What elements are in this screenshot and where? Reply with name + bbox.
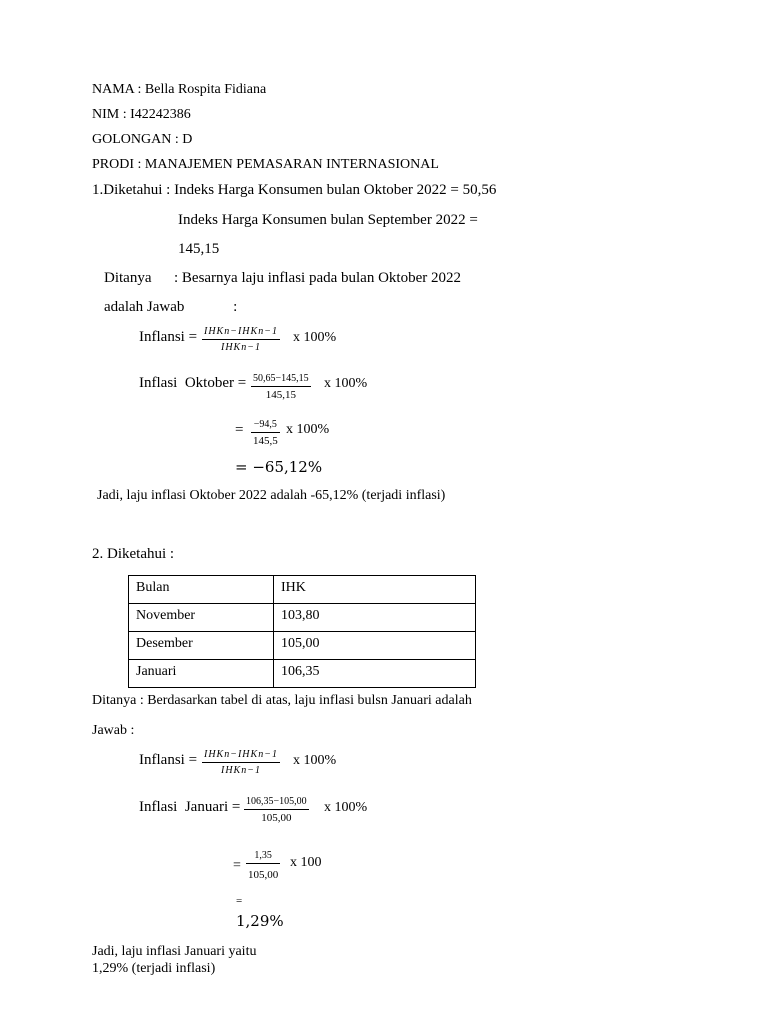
q2-result: 1,29%: [236, 912, 284, 930]
table-cell: 103,80: [274, 604, 476, 632]
q1-step2-fraction: [251, 420, 280, 447]
q1-question: Ditanya : Besarnya laju inflasi pada bulan Oktober 2022: [104, 270, 461, 286]
q2-question: Ditanya : Berdasarkan tabel di atas, laju inflasi bulsn Januari adalah: [92, 693, 472, 708]
q2-step1-label: Inflasi Januari =: [139, 799, 241, 815]
q2-step2-numerator: 1,35: [254, 850, 272, 861]
q1-step1-label: Inflasi Oktober =: [139, 375, 247, 391]
q1-step1-denominator: 145,15: [265, 389, 296, 401]
student-nim: NIM : I42242386: [92, 107, 191, 122]
q2-conclusion-line2: 1,29% (terjadi inflasi): [92, 961, 216, 976]
q1-step2-denominator: 145,5: [253, 435, 278, 447]
q2-step1-fraction: [244, 797, 309, 824]
q1-step2-multiplier: x 100%: [286, 422, 330, 437]
table-row: [129, 660, 476, 688]
q1-formula-denominator: IHKn−1: [220, 342, 261, 353]
q1-formula-numerator: IHKn−IHKn−1: [204, 326, 278, 337]
q1-step2-numerator: −94,5: [253, 419, 277, 430]
student-name: NAMA : Bella Rospita Fidiana: [92, 82, 267, 97]
table-row: [129, 632, 476, 660]
q2-step2-fraction: [246, 851, 280, 881]
q1-step2-equals: =: [235, 422, 244, 438]
q2-formula-denominator: IHKn−1: [220, 765, 261, 776]
q2-step2-multiplier: x 100: [290, 855, 322, 870]
q2-formula-numerator: IHKn−IHKn−1: [204, 749, 278, 760]
q2-formula-multiplier: x 100%: [293, 753, 337, 768]
table-header-row: [129, 576, 476, 604]
table-header-cell: Bulan: [129, 576, 274, 604]
q2-given: 2. Diketahui :: [92, 546, 175, 562]
q2-formula-label: Inflansi =: [139, 752, 198, 768]
q2-step3-equals: =: [236, 895, 243, 907]
study-program: PRODI : MANAJEMEN PEMASARAN INTERNASIONAL: [92, 157, 439, 172]
table-row: [129, 604, 476, 632]
table-cell: Desember: [129, 632, 274, 660]
q1-result: = −65,12%: [235, 458, 323, 476]
q1-formula-multiplier: x 100%: [293, 330, 337, 345]
student-class: GOLONGAN : D: [92, 132, 193, 147]
table-cell: 105,00: [274, 632, 476, 660]
q1-given-line3: 145,15: [178, 241, 220, 257]
q2-formula-fraction: [202, 750, 280, 776]
q2-step1-multiplier: x 100%: [324, 800, 368, 815]
q1-formula-fraction: [202, 327, 280, 353]
q1-given-line1: 1.Diketahui : Indeks Harga Konsumen bulan Oktober 2022 = 50,56: [92, 182, 497, 198]
table-cell: 106,35: [274, 660, 476, 688]
table-cell: Januari: [129, 660, 274, 688]
q1-step1-fraction: [251, 374, 311, 401]
q2-conclusion-line1: Jadi, laju inflasi Januari yaitu: [92, 944, 257, 959]
q1-step1-numerator: 50,65−145,15: [253, 373, 309, 384]
q1-formula-label: Inflansi =: [139, 329, 198, 345]
ihk-table: [128, 575, 476, 688]
q1-conclusion: Jadi, laju inflasi Oktober 2022 adalah -65,12% (terjadi inflasi): [97, 488, 446, 503]
q1-answer-heading: adalah Jawab :: [104, 299, 238, 315]
q2-step1-numerator: 106,35−105,00: [246, 796, 307, 807]
q2-step1-denominator: 105,00: [261, 812, 292, 824]
q2-step2-equals: =: [233, 858, 241, 873]
q1-given-line2: Indeks Harga Konsumen bulan September 2022 =: [178, 212, 478, 228]
table-cell: November: [129, 604, 274, 632]
q2-step2-denominator: 105,00: [248, 869, 279, 881]
q1-step1-multiplier: x 100%: [324, 376, 368, 391]
table-header-cell: IHK: [274, 576, 476, 604]
q2-answer-heading: Jawab :: [92, 723, 135, 738]
